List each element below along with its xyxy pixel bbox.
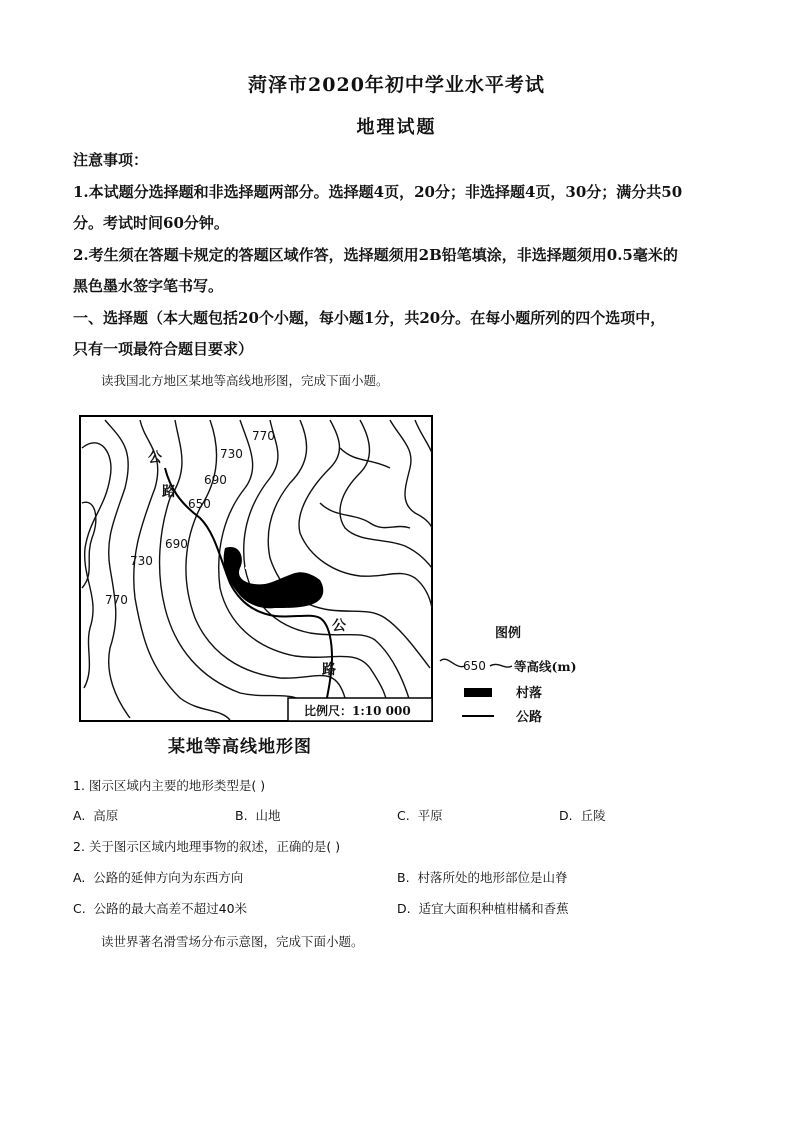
question-2-option-a (73, 869, 243, 887)
notice-item-1-line-2: 分。考试时间60分钟。 (73, 214, 229, 232)
question-1-option-a (73, 807, 118, 825)
option-letter: B. (235, 808, 248, 823)
option-text: 山地 (255, 808, 281, 823)
exam-title: 菏泽市2020年初中学业水平考试 (248, 74, 545, 96)
option-text: 公路的延伸方向为东西方向 (93, 870, 244, 885)
option-letter: C. (73, 901, 86, 916)
question-2-option-d (397, 900, 569, 918)
map-legend (440, 625, 577, 725)
option-text: 村落所处的地形部位是山脊 (417, 870, 568, 885)
notice-item-1-line-1: 1.本试题分选择题和非选择题两部分。选择题4页，20分；非选择题4页，30分；满分共50 (73, 183, 683, 201)
legend-title: 图例 (495, 626, 522, 641)
question-1-option-c (397, 807, 443, 825)
legend-contour-sample (440, 659, 465, 666)
option-text: 丘陵 (580, 808, 606, 823)
question-1-option-d (559, 807, 606, 825)
option-text: 适宜大面积种植柑橘和香蕉 (418, 901, 569, 916)
option-letter: C. (397, 808, 410, 823)
notice-item-2-line-2: 黑色墨水签字笔书写。 (73, 277, 224, 295)
map-caption: 某地等高线地形图 (168, 737, 312, 757)
contour-label-770-left: 770 (105, 593, 128, 607)
legend-village-label: 村落 (516, 686, 543, 701)
section-heading-line-2: 只有一项最符合题目要求） (73, 340, 254, 358)
option-letter: D. (559, 808, 573, 823)
question-1-stem: 1. 图示区域内主要的地形类型是( ) (73, 778, 266, 793)
legend-contour-sample-2 (490, 664, 512, 667)
contour-label-650: 650 (188, 497, 211, 511)
option-letter: D. (397, 901, 411, 916)
question-2-stem: 2. 关于图示区域内地理事物的叙述，正确的是( ) (73, 839, 341, 854)
contour-label-770-top: 770 (252, 429, 275, 443)
contour-label-690-left: 690 (165, 537, 188, 551)
option-letter: A. (73, 870, 86, 885)
option-text: 平原 (417, 808, 443, 823)
road-label-bottom-1: 公 (332, 618, 346, 634)
notice-item-2-line-1: 2.考生须在答题卡规定的答题区域作答，选择题须用2B铅笔填涂，非选择题须用0.5毫米的 (73, 246, 678, 264)
option-text: 高原 (93, 808, 119, 823)
exam-subtitle: 地理试题 (356, 117, 437, 138)
question-2-option-b (397, 869, 568, 887)
question-1-option-b (235, 807, 281, 825)
legend-road-label: 公路 (516, 710, 543, 725)
legend-contour-value: 650 (463, 659, 486, 673)
option-letter: B. (397, 870, 410, 885)
question-2-option-c (73, 900, 247, 918)
contour-label-690-top: 690 (204, 473, 227, 487)
contour-map-figure (70, 408, 590, 768)
contour-label-730-top: 730 (220, 447, 243, 461)
road-label-top-1: 公 (148, 450, 162, 466)
legend-village-swatch (464, 688, 492, 697)
question-intro-1: 读我国北方地区某地等高线地形图，完成下面小题。 (101, 373, 389, 388)
notice-heading: 注意事项： (73, 151, 149, 169)
scale-text: 比例尺：1:10 000 (304, 704, 411, 718)
road-label-bottom-2: 路 (322, 662, 336, 678)
contour-label-730-left: 730 (130, 554, 153, 568)
question-intro-2: 读世界著名滑雪场分布示意图，完成下面小题。 (101, 934, 364, 949)
road-label-top-2: 路 (162, 484, 176, 500)
contour-map-svg (70, 408, 590, 768)
option-letter: A. (73, 808, 86, 823)
section-heading-line-1: 一、选择题（本大题包括20个小题，每小题1分，共20分。在每小题所列的四个选项中， (73, 309, 666, 327)
map-frame (80, 416, 432, 721)
legend-contour-label: 等高线(m) (514, 659, 577, 674)
option-text: 公路的最大高差不超过40米 (93, 901, 248, 916)
